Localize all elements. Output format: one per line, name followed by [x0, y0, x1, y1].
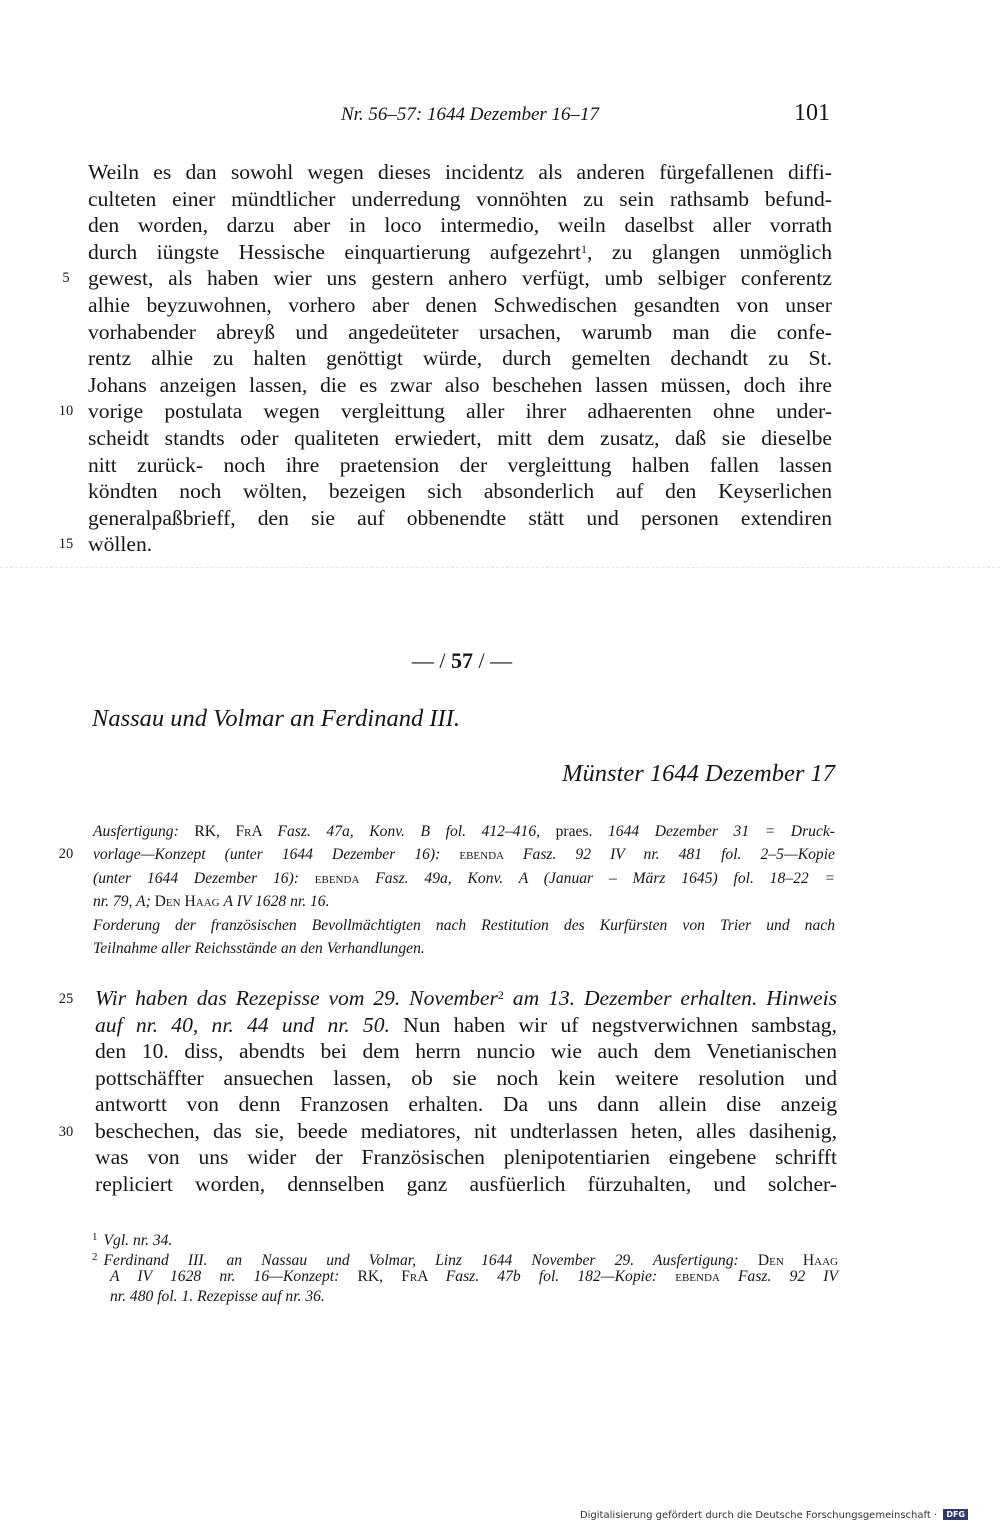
text-run: ebenda: [459, 846, 524, 864]
text-run: den 10. diss, abendts bei dem herrn nuncio wie auch dem Venetianischen: [95, 1039, 837, 1063]
document-header: Nassau und Volmar an Ferdinand III.: [92, 705, 460, 732]
line-number: 20: [58, 846, 74, 863]
text-run: Den Haag: [154, 892, 224, 910]
line-text: köndten noch wölten, bezeigen sich absonderlich auf den Keyserlichen: [88, 479, 832, 504]
footnote-line: [92, 1247, 838, 1268]
text-run: 1644 Dezember 31 = Druck-: [607, 823, 835, 840]
text-run: Wir haben das Rezepisse vom 29. November: [95, 986, 498, 1010]
body-line: [95, 1144, 837, 1171]
text-line: [88, 371, 832, 399]
line-text: scheidt standts oder qualiteten erwiedert, mitt dem zusatz, daß sie dieselbe: [88, 426, 832, 450]
text-run: was von uns wider der Französischen plenipotentiarien eingebene schrifft: [95, 1145, 837, 1169]
line-text: nitt zurück- noch ihre praetension der vergleittung halben fallen lassen: [88, 452, 832, 477]
running-head: [90, 100, 830, 134]
text-line: [88, 291, 832, 319]
text-line: [88, 477, 832, 505]
line-text: Weiln es dan sowohl wegen dieses incidentz als anderen fürgefallenen diffi-: [88, 160, 832, 184]
footnote-ref: 2: [497, 988, 504, 1002]
text-line: [88, 344, 832, 372]
document-place-date: Münster 1644 Dezember 17: [562, 760, 835, 787]
text-run: Fasz. 92 IV nr. 481 fol. 2–5—Kopie: [523, 846, 835, 864]
body-line: [95, 985, 837, 1012]
footnote-ref: 1: [580, 241, 587, 256]
footnote-line: [110, 1266, 838, 1287]
text-run: Ferdinand III. an Nassau und Volmar, Linz 1644 November 29. Ausfertigung:: [103, 1251, 758, 1269]
source-line: [93, 867, 835, 890]
body-line: [95, 1012, 837, 1039]
line-text: durch iüngste Hessische einquartierung aufgezehrt: [88, 239, 581, 264]
line-text: , zu glangen unmöglich: [586, 239, 832, 264]
body-line: [95, 1038, 837, 1065]
text-run: beschechen, das sie, beede mediatores, nit undterlassen heten, alles dasihenig,: [95, 1118, 837, 1143]
text-run: Fasz. 47a, Konv. B fol. 412–416,: [277, 823, 556, 840]
text-line: [88, 424, 832, 452]
text-run: ebenda: [675, 1268, 738, 1285]
text-run: RK, F: [194, 823, 245, 840]
text-line: [88, 318, 832, 346]
text-run: auf nr. 40, nr. 44 und nr. 50.: [95, 1012, 390, 1037]
text-run: repliciert worden, dennselben ganz ausfüerlich fürzuhalten, und solcher-: [95, 1171, 837, 1196]
body-line: [95, 1118, 837, 1145]
body-line: [95, 1065, 837, 1092]
text-run: antwortt von denn Franzosen erhalten. Da uns dann allein dise anzeig: [95, 1092, 837, 1116]
text-run: r: [244, 823, 252, 840]
line-text: Johans anzeigen lassen, die es zwar also beschehen lassen müssen, doch ihre: [88, 372, 832, 397]
text-line: [88, 451, 832, 479]
text-run: A: [251, 823, 278, 840]
text-run: Fasz. 92 IV: [738, 1268, 838, 1285]
footer-credit: Digitalisierung gefördert durch die Deutsche Forschungsgemeinschaft · DFG: [580, 1509, 968, 1521]
text-line: [88, 238, 832, 266]
line-number: 30: [58, 1123, 74, 1140]
page-number: 101: [794, 100, 830, 126]
line-text: den worden, darzu aber in loco intermedio, weiln daselbst aller vorrath: [88, 213, 832, 238]
line-text: wöllen.: [88, 532, 153, 557]
body-line: [95, 1171, 837, 1198]
line-number: 25: [58, 991, 74, 1007]
text-line: [88, 211, 832, 239]
text-run: nr. 480 fol. 1. Rezepisse auf nr. 36.: [110, 1287, 325, 1305]
line-text: rentz alhie zu halten genöttigt würde, durch gemelten dechandt zu St.: [88, 346, 832, 371]
line-number: 10: [58, 403, 74, 420]
footnote-mark: 2: [92, 1250, 98, 1263]
text-run: Nun haben wir uf negstverwichnen sambstag,: [389, 1012, 838, 1037]
text-run: ebenda: [314, 869, 376, 887]
summary-line: Forderung der französischen Bevollmächtigten nach Restitution des Kurfürsten von Trier und nach: [93, 917, 835, 934]
text-run: Fasz. 47b fol. 182—Kopie:: [445, 1268, 676, 1285]
footnote-line: [110, 1286, 838, 1307]
text-run: RK, F: [357, 1268, 410, 1285]
dfg-logo: DFG: [943, 1509, 968, 1520]
text-line: [88, 504, 832, 532]
text-line: [88, 158, 832, 186]
text-run: pottschäffter ansuechen lassen, ob sie noch kein weitere resolution und: [95, 1065, 837, 1090]
line-text: alhie beyzuwohnen, vorhero aber denen Schwedischen gesandten von unser: [88, 293, 832, 317]
footnote-mark: 1: [92, 1231, 98, 1243]
source-line: [93, 843, 835, 866]
text-run: vorlage—Konzept (unter 1644 Dezember 16):: [93, 846, 460, 864]
text-run: (unter 1644 Dezember 16):: [93, 869, 315, 887]
text-run: Fasz. 49a, Konv. A (Januar – März 1645) fol. 18–22 =: [375, 869, 836, 887]
summary-line: Teilnahme aller Reichsstände an den Verhandlungen.: [93, 940, 425, 957]
line-text: vorige postulata wegen vergleittung aller ihrer adhaerenten ohne under-: [88, 399, 832, 424]
text-run: A: [417, 1268, 446, 1285]
text-run: Den Haag: [757, 1251, 838, 1269]
text-run: A IV 1628 nr. 16—Konzept:: [110, 1268, 358, 1285]
running-title: Nr. 56–57: 1644 Dezember 16–17: [340, 104, 600, 125]
line-number: 15: [58, 536, 74, 553]
text-line: [88, 185, 832, 213]
body-line: [95, 1091, 837, 1118]
text-run: A IV 1628 nr. 16.: [223, 892, 330, 910]
text-run: praes.: [555, 823, 608, 840]
line-text: culteten einer mündtlicher underredung vonnöhten zu sein rathsamb befund-: [88, 186, 832, 211]
source-line: [93, 890, 835, 913]
line-text: vorhabender abreyß und angedeüteter ursachen, warumb man die confe-: [88, 319, 832, 344]
line-number: 5: [62, 270, 70, 287]
text-run: am 13. Dezember erhalten. Hinweis: [503, 986, 838, 1010]
text-run: nr. 79, A;: [93, 892, 155, 910]
text-run: r: [409, 1268, 418, 1285]
line-text: generalpaßbrieff, den sie auf obbenendte stätt und personen extendiren: [88, 505, 832, 530]
text-line: [88, 264, 832, 292]
footnote-line: [92, 1227, 838, 1248]
text-line: [88, 397, 832, 425]
text-line: [88, 530, 832, 558]
source-line: [93, 820, 835, 843]
line-text: gewest, als haben wier uns gestern anhero verfügt, umb selbiger conferentz: [88, 266, 832, 291]
document-number: — / 57 / —: [411, 648, 513, 673]
section-divider: [0, 567, 1000, 568]
text-run: Vgl. nr. 34.: [103, 1232, 173, 1249]
text-run: Ausfertigung:: [93, 823, 195, 840]
